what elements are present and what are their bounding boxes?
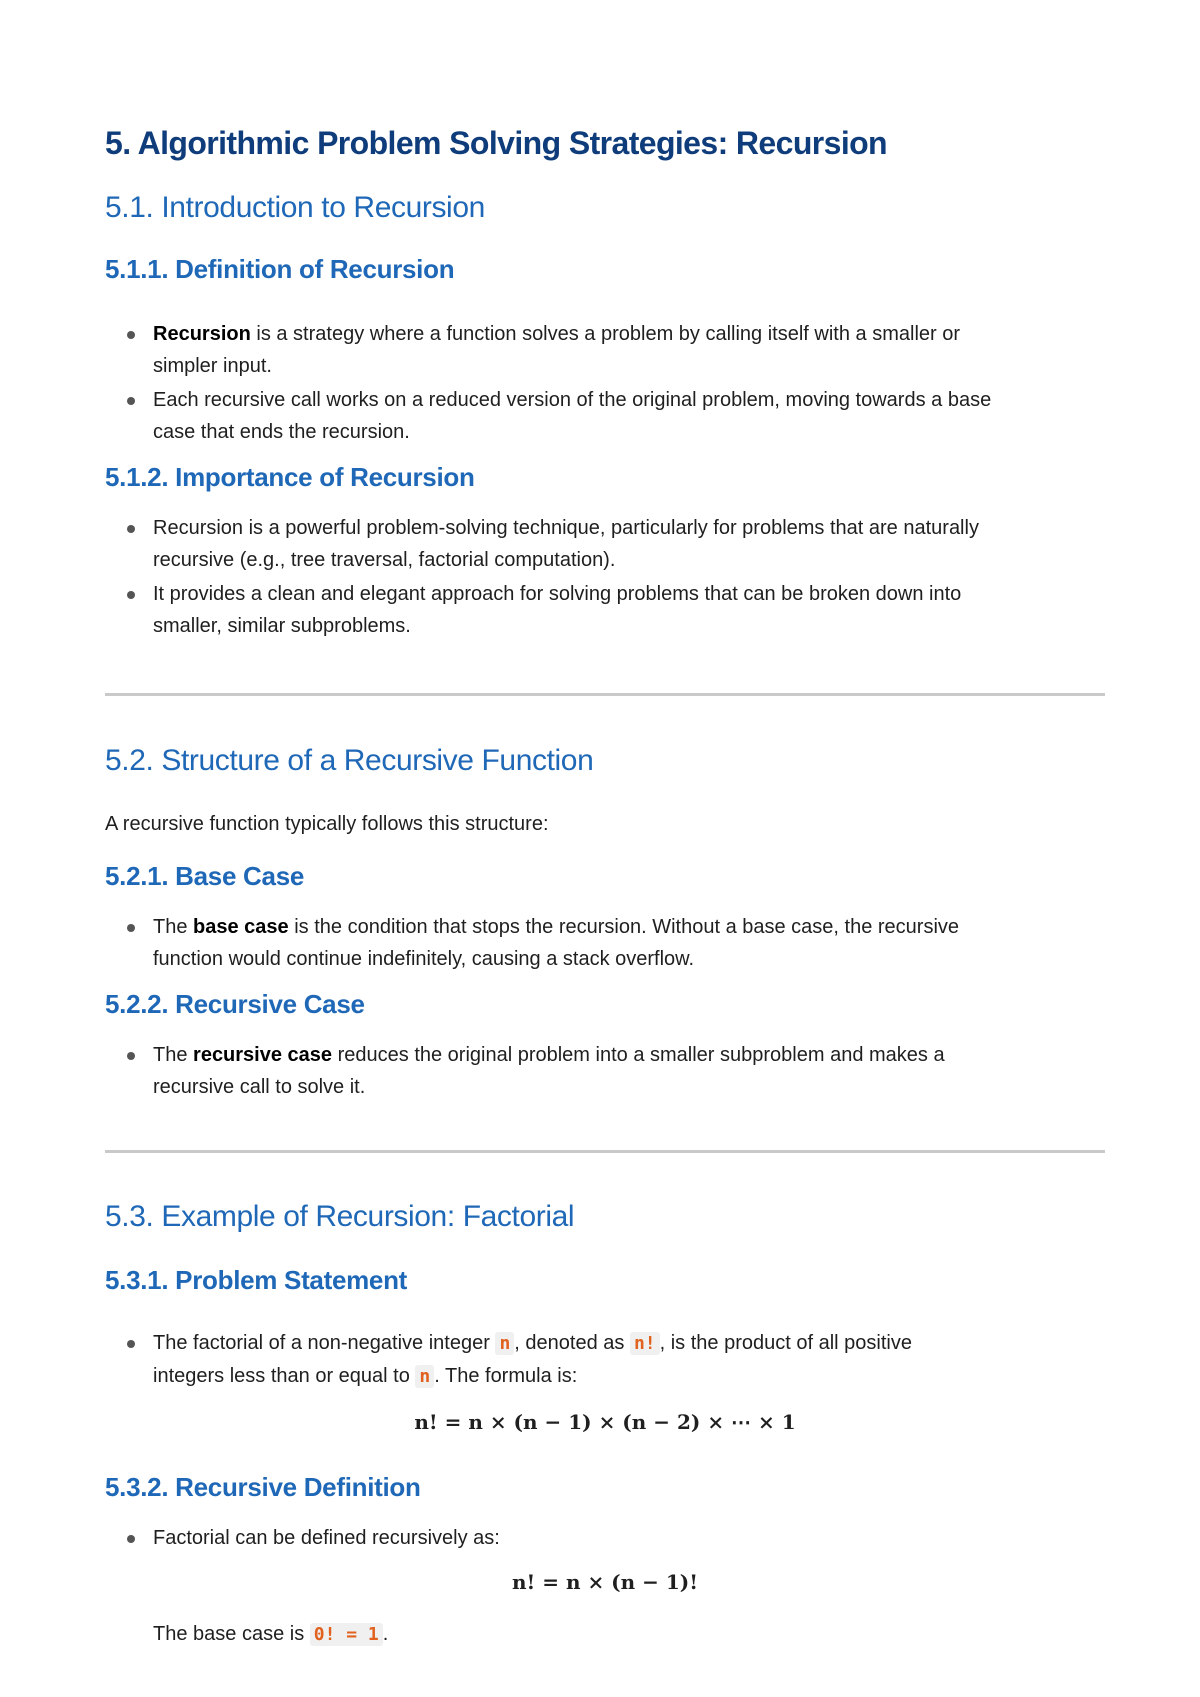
list-text: Factorial can be defined recursively as:	[153, 1527, 500, 1549]
list-item: The recursive case reduces the original problem into a smaller subproblem and makes a recursive call to solve it.	[105, 1039, 1105, 1103]
bullet-icon	[127, 1535, 135, 1543]
list-item	[105, 512, 1105, 576]
bullet-list-problem-statement	[105, 1327, 1105, 1395]
bullet-list-recursive-definition	[105, 1522, 1105, 1556]
section-heading-5-1: 5.1. Introduction to Recursion	[105, 191, 485, 224]
factorial-formula: n! = n × (n − 1) × (n − 2) × ⋯ × 1	[414, 1410, 796, 1434]
bullet-icon	[127, 525, 135, 533]
list-item	[105, 318, 1105, 382]
section-intro: A recursive function typically follows this structure:	[105, 813, 549, 835]
bullet-icon	[127, 1340, 135, 1348]
list-text: recursive (e.g., tree traversal, factorial computation).	[153, 549, 616, 571]
bullet-icon	[127, 924, 135, 932]
inline-code: 0! = 1	[310, 1623, 383, 1646]
bullet-icon	[127, 397, 135, 405]
inline-code: n	[415, 1365, 434, 1388]
section-heading-5-2: 5.2. Structure of a Recursive Function	[105, 744, 594, 777]
subsection-heading-5-3-1: 5.3.1. Problem Statement	[105, 1265, 408, 1295]
inline-code: n!	[630, 1332, 660, 1355]
horizontal-divider	[105, 1150, 1105, 1153]
bullet-icon	[127, 1052, 135, 1060]
list-text: Recursion is a powerful problem-solving technique, particularly for problems that are naturally	[153, 517, 979, 539]
base-case-text: The base case is 0! = 1 .	[153, 1623, 389, 1645]
list-text: smaller, similar subproblems.	[153, 615, 411, 637]
bullet-list-importance	[105, 512, 1105, 644]
list-item: The base case is the condition that stops the recursion. Without a base case, the recursive function would continue indefinitely, causing a stack overflow.	[105, 911, 1105, 975]
list-item: The factorial of a non-negative integer n , denoted as n! , is the product of all positive integers less than or equal to n . The formula is:	[105, 1327, 1105, 1393]
list-item	[105, 384, 1105, 448]
subsection-heading-5-2-2: 5.2.2. Recursive Case	[105, 989, 365, 1019]
bold-term: base case	[193, 916, 289, 938]
subsection-heading-5-3-2: 5.3.2. Recursive Definition	[105, 1472, 421, 1502]
list-item	[105, 578, 1105, 642]
list-text: It provides a clean and elegant approach for solving problems that can be broken down into	[153, 583, 962, 605]
bullet-icon	[127, 591, 135, 599]
section-heading-5-3: 5.3. Example of Recursion: Factorial	[105, 1200, 575, 1233]
list-item	[105, 1522, 1105, 1554]
list-text: simpler input.	[153, 355, 272, 377]
page-title: 5. Algorithmic Problem Solving Strategies: Recursion	[105, 125, 888, 161]
bold-term: recursive case	[193, 1044, 333, 1066]
bullet-list-recursive-case	[105, 1039, 1105, 1105]
list-text: recursive call to solve it.	[153, 1076, 366, 1098]
list-text: function would continue indefinitely, causing a stack overflow.	[153, 948, 695, 970]
recursive-formula: n! = n × (n − 1)!	[511, 1570, 699, 1594]
list-text: Each recursive call works on a reduced version of the original problem, moving towards a base	[153, 389, 992, 411]
bullet-icon	[127, 331, 135, 339]
bullet-list-base-case	[105, 911, 1105, 977]
inline-code: n	[495, 1332, 514, 1355]
subsection-heading-5-1-1: 5.1.1. Definition of Recursion	[105, 254, 455, 284]
list-text: is a strategy where a function solves a problem by calling itself with a smaller or	[250, 323, 961, 345]
list-text: case that ends the recursion.	[153, 421, 410, 443]
bullet-list-definition	[105, 318, 1105, 450]
bold-term: Recursion	[153, 323, 251, 345]
subsection-heading-5-1-2: 5.1.2. Importance of Recursion	[105, 462, 475, 492]
horizontal-divider	[105, 693, 1105, 696]
subsection-heading-5-2-1: 5.2.1. Base Case	[105, 861, 305, 891]
